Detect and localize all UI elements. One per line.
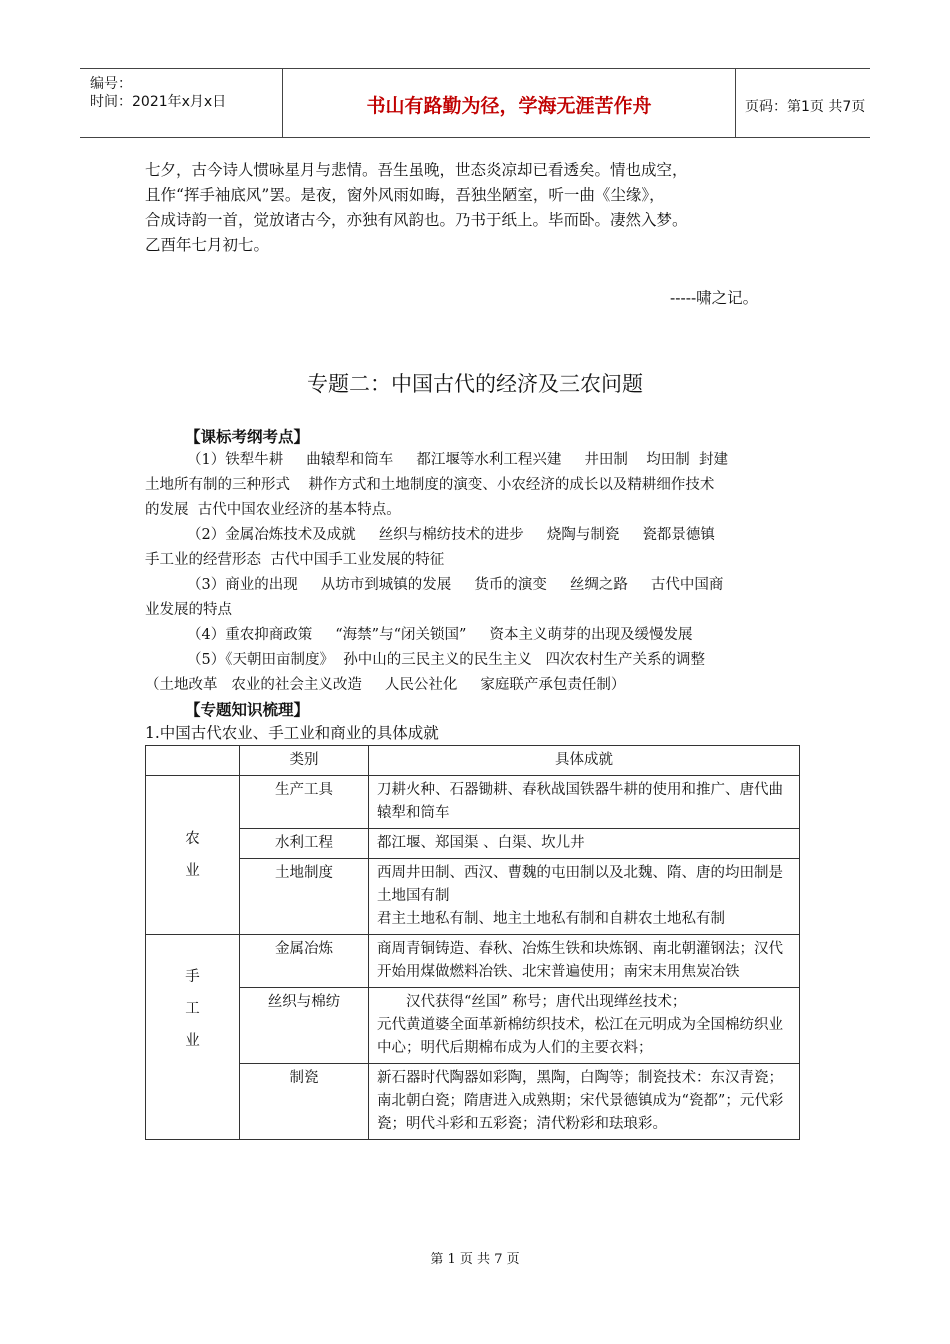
header-left-cell (80, 69, 282, 137)
achievement-cell: 西周井田制、西汉、曹魏的屯田制以及北魏、隋、唐的均田制是土地国有制 君主土地私有制、地主土地私有制和自耕农土地私有制 (369, 859, 800, 935)
preface-line: 七夕，古今诗人惯咏星月与悲情。吾生虽晚，世态炎凉却已看透矣。情也成空， (145, 161, 688, 179)
table-row (146, 935, 800, 988)
table-header-row (146, 746, 800, 776)
achievement-cell: 都江堰、郑国渠 、白渠、坎儿井 (369, 829, 800, 859)
syllabus-line: （2）金属冶炼技术及成就 丝织与棉纺技术的进步 烧陶与制瓷 瓷都景德镇 (187, 527, 715, 543)
preface-line: 且作“挥手袖底风”罢。是夜，窗外风雨如晦，吾独坐陋室，听一曲《尘缘》， (145, 186, 665, 204)
preface-line: 合成诗韵一首，觉放诸古今，亦独有风韵也。乃书于纸上。毕而卧。凄然入梦。 (145, 211, 688, 229)
syllabus-line: 业发展的特点 (145, 602, 232, 618)
table-row (146, 988, 800, 1064)
document-number-label: 编号： (90, 76, 132, 92)
table-caption: 1.中国古代农业、手工业和商业的具体成就 (145, 724, 439, 742)
syllabus-line: （4）重农抑商政策 “海禁”与“闭关锁国” 资本主义萌芽的出现及缓慢发展 (187, 627, 693, 643)
achievement-cell: 刀耕火种、石器锄耕、春秋战国铁器牛耕的使用和推广、唐代曲辕犁和筒车 (369, 776, 800, 829)
category-cell: 水利工程 (240, 829, 369, 859)
table-row (146, 859, 800, 935)
achievements-table (145, 745, 800, 1140)
header-motto: 书山有路勤为径，学海无涯苦作舟 (366, 95, 652, 117)
preface-paragraph (145, 158, 805, 258)
category-cell: 丝织与棉纺 (240, 988, 369, 1064)
syllabus-line: 的发展 古代中国农业经济的基本特点。 (145, 502, 401, 518)
table-row (146, 829, 800, 859)
achievement-cell: 商周青铜铸造、春秋、冶炼生铁和块炼钢、南北朝灌钢法；汉代开始用煤做燃料冶铁、北宋普遍使用；南宋末用焦炭冶铁 (369, 935, 800, 988)
header-motto-cell (282, 69, 736, 137)
achievement-cell: 新石器时代陶器如彩陶，黑陶，白陶等；制瓷技术：东汉青瓷；南北朝白瓷；隋唐进入成熟期；宋代景德镇成为“瓷都”；元代彩瓷；明代斗彩和五彩瓷；清代粉彩和珐琅彩。 (369, 1064, 800, 1140)
syllabus-line: （3）商业的出现 从坊市到城镇的发展 货币的演变 丝绸之路 古代中国商 (187, 577, 724, 593)
page-title: 专题二：中国古代的经济及三农问题 (307, 372, 643, 396)
category-cell: 土地制度 (240, 859, 369, 935)
header-page-info: 页码：第1页 共7页 (745, 99, 866, 115)
achievement-cell: 汉代获得“丝国” 称号；唐代出现缂丝技术； 元代黄道婆全面革新棉纺织技术，松江在元明成为全国棉纺织业中心；明代后期棉布成为人们的主要衣料； (369, 988, 800, 1064)
page-header (80, 68, 870, 138)
category-cell: 生产工具 (240, 776, 369, 829)
preface-signature: -----啸之记。 (670, 289, 759, 307)
category-cell: 制瓷 (240, 1064, 369, 1140)
syllabus-line: （5）《天朝田亩制度》 孙中山的三民主义的民生主义 四次农村生产关系的调整 (187, 652, 706, 668)
section-heading-syllabus: 【课标考纲考点】 (185, 428, 310, 446)
table-corner-cell (146, 746, 240, 776)
group-cell-handicraft: 手 工 业 (146, 935, 240, 1140)
syllabus-line: 土地所有制的三种形式 耕作方式和土地制度的演变、小农经济的成长以及精耕细作技术 (145, 477, 715, 493)
syllabus-line: 手工业的经营形态 古代中国手工业发展的特征 (145, 552, 445, 568)
syllabus-line: （土地改革 农业的社会主义改造 人民公社化 家庭联产承包责任制） (145, 677, 626, 693)
table-row (146, 1064, 800, 1140)
table-row (146, 776, 800, 829)
header-right-cell (735, 69, 870, 137)
page-footer: 第 1 页 共 7 页 (430, 1252, 520, 1267)
preface-line: 乙酉年七月初七。 (145, 236, 270, 254)
group-cell-agriculture: 农 业 (146, 776, 240, 935)
syllabus-line: （1）铁犁牛耕 曲辕犁和筒车 都江堰等水利工程兴建 井田制 均田制 封建 (187, 452, 729, 468)
column-header-category: 类别 (240, 746, 369, 776)
category-cell: 金属冶炼 (240, 935, 369, 988)
section-heading-knowledge: 【专题知识梳理】 (185, 701, 310, 719)
document-date-label: 时间：2021年x月x日 (90, 94, 227, 110)
column-header-achievement: 具体成就 (369, 746, 800, 776)
